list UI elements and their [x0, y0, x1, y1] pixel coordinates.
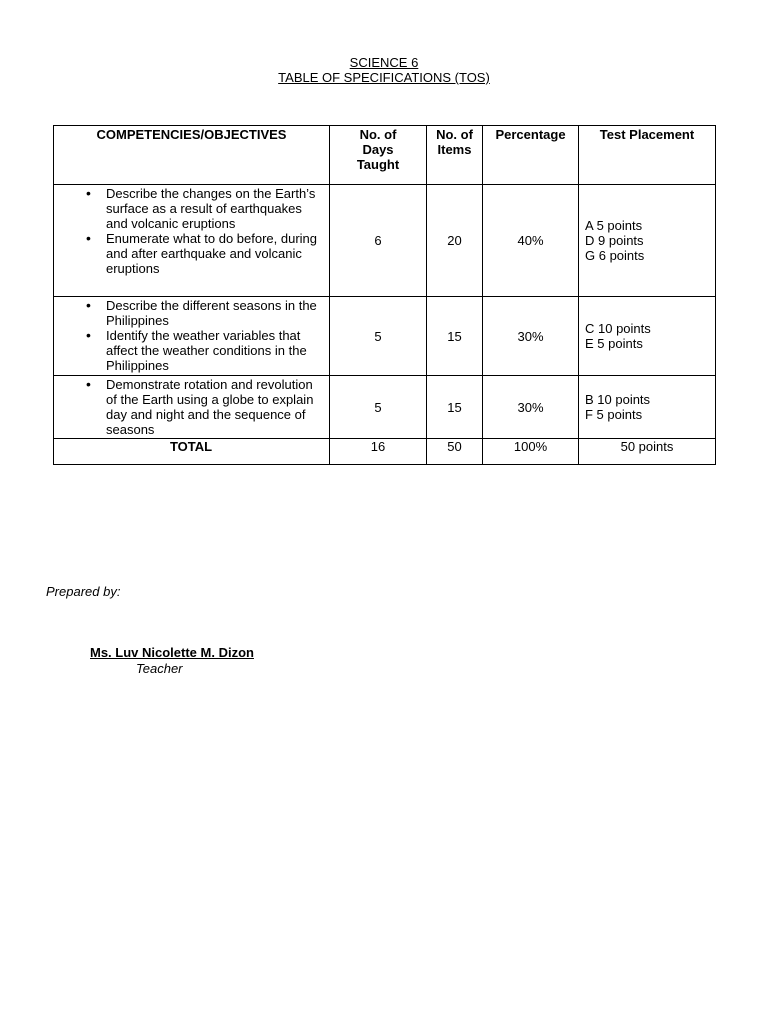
- header-percentage: Percentage: [483, 126, 579, 185]
- table-row: [54, 297, 716, 376]
- document-title: TABLE OF SPECIFICATIONS (TOS): [278, 70, 490, 85]
- objective-item: • Identify the weather variables that affect the weather conditions in the Philippines: [54, 328, 323, 373]
- table-row: [54, 376, 716, 439]
- competencies-cell: [54, 376, 330, 439]
- competencies-cell: [54, 185, 330, 297]
- header-items: No. of Items: [427, 126, 483, 185]
- prepared-by-label: Prepared by:: [46, 584, 121, 599]
- preparer-role: Teacher: [136, 661, 183, 676]
- total-items: 50: [427, 439, 483, 465]
- total-label: TOTAL: [54, 439, 330, 465]
- header-competencies: COMPETENCIES/OBJECTIVES: [54, 126, 330, 185]
- header-days-taught: No. of Days Taught: [330, 126, 427, 185]
- placement-cell: C 10 points E 5 points: [579, 297, 716, 376]
- competencies-cell: [54, 297, 330, 376]
- objective-item: • Demonstrate rotation and revolution of the Earth using a globe to explain day and night and the sequence of seasons: [54, 377, 323, 437]
- total-percentage: 100%: [483, 439, 579, 465]
- items-cell: 15: [427, 376, 483, 439]
- items-cell: 20: [427, 185, 483, 297]
- total-placement: 50 points: [579, 439, 716, 465]
- placement-cell: B 10 points F 5 points: [579, 376, 716, 439]
- objective-item: • Describe the changes on the Earth’s surface as a result of earthquakes and volcanic eruptions: [54, 186, 323, 231]
- specifications-table: [53, 125, 716, 465]
- table-row: [54, 185, 716, 297]
- total-days: 16: [330, 439, 427, 465]
- preparer-name: Ms. Luv Nicolette M. Dizon: [90, 645, 254, 660]
- percentage-cell: 30%: [483, 376, 579, 439]
- placement-cell: A 5 points D 9 points G 6 points: [579, 185, 716, 297]
- percentage-cell: 30%: [483, 297, 579, 376]
- table-header-row: [54, 126, 716, 185]
- items-cell: 15: [427, 297, 483, 376]
- objective-item: • Describe the different seasons in the Philippines: [54, 298, 323, 328]
- document-subject: SCIENCE 6: [349, 55, 419, 70]
- percentage-cell: 40%: [483, 185, 579, 297]
- objective-item: • Enumerate what to do before, during and after earthquake and volcanic eruptions: [54, 231, 323, 276]
- days-cell: 6: [330, 185, 427, 297]
- total-row: [54, 439, 716, 465]
- header-test-placement: Test Placement: [579, 126, 716, 185]
- days-cell: 5: [330, 376, 427, 439]
- days-cell: 5: [330, 297, 427, 376]
